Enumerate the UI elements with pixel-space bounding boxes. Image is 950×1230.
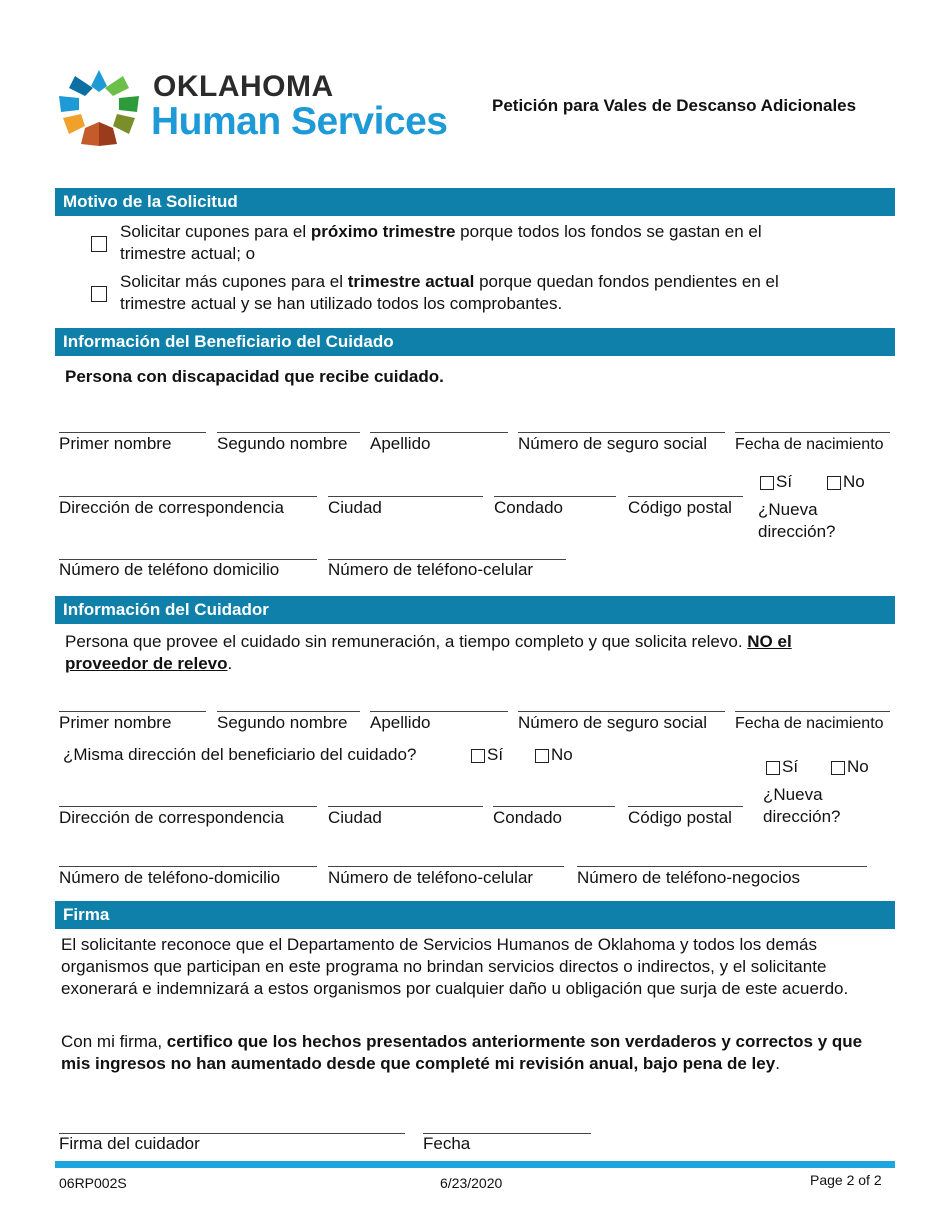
- caregiver-same-address-no-checkbox[interactable]: [535, 749, 549, 763]
- recipient-new-address-yes-checkbox[interactable]: [760, 476, 774, 490]
- caregiver-zip-label: Código postal: [628, 808, 732, 827]
- section-header-signature: Firma: [55, 901, 895, 929]
- revision-date: 6/23/2020: [440, 1175, 503, 1191]
- caregiver-home-phone-field[interactable]: [59, 866, 317, 867]
- caregiver-address-label: Dirección de correspondencia: [59, 808, 284, 827]
- recipient-city-field[interactable]: [328, 496, 483, 497]
- acknowledgement-text: El solicitante reconoce que el Departamento de Servicios Humanos de Oklahoma y todos los demás organismos que participan en este programa no brindan servicios directos o indirectos, y el solicitante exonerará e indemnizará a estos organismos por cualquier daño u obligación que surja de este acuerdo.: [61, 935, 849, 998]
- recipient-home-phone-label: Número de teléfono domicilio: [59, 560, 280, 579]
- caregiver-last-name-label: Apellido: [370, 713, 431, 732]
- caregiver-middle-name-field[interactable]: [217, 711, 360, 712]
- option-next-quarter-text: Solicitar cupones para el próximo trimestre porque todos los fondos se gastan en el trimestre actual; o: [120, 222, 762, 263]
- recipient-city-label: Ciudad: [328, 498, 382, 517]
- logo-wordmark-top: OKLAHOMA: [153, 70, 334, 103]
- caregiver-work-phone-label: Número de teléfono-negocios: [577, 868, 801, 887]
- recipient-first-name-field[interactable]: [59, 432, 206, 433]
- recipient-dob-field[interactable]: [735, 432, 890, 433]
- page-number: Page 2 of 2: [810, 1172, 882, 1188]
- caregiver-dob-field[interactable]: [735, 711, 890, 712]
- caregiver-new-address-no-checkbox[interactable]: [831, 761, 845, 775]
- recipient-zip-label: Código postal: [628, 498, 732, 517]
- recipient-ssn-label: Número de seguro social: [518, 434, 707, 453]
- checkbox-next-quarter[interactable]: [91, 236, 107, 252]
- caregiver-same-address-yes-label: Sí: [487, 745, 504, 764]
- recipient-address-field[interactable]: [59, 496, 317, 497]
- caregiver-same-address-no-label: No: [551, 745, 573, 764]
- recipient-subtitle: Persona con discapacidad que recibe cuidado.: [65, 367, 444, 386]
- caregiver-description: Persona que provee el cuidado sin remuneración, a tiempo completo y que solicita relevo. NO el proveedor de relevo.: [65, 632, 792, 673]
- recipient-county-field[interactable]: [494, 496, 616, 497]
- recipient-middle-name-label: Segundo nombre: [217, 434, 348, 453]
- recipient-ssn-field[interactable]: [518, 432, 725, 433]
- recipient-middle-name-field[interactable]: [217, 432, 360, 433]
- certification-text: Con mi firma, certifico que los hechos presentados anteriormente son verdaderos y correctos y que mis ingresos no han aumentado desde que completé mi revisión anual, bajo pena de ley.: [61, 1032, 863, 1073]
- form-number: 06RP002S: [59, 1175, 127, 1191]
- caregiver-work-phone-field[interactable]: [577, 866, 867, 867]
- recipient-last-name-label: Apellido: [370, 434, 431, 453]
- caregiver-same-address-yes-checkbox[interactable]: [471, 749, 485, 763]
- section-header-caregiver: Información del Cuidador: [55, 596, 895, 624]
- recipient-zip-field[interactable]: [628, 496, 743, 497]
- recipient-new-address-yes-label: Sí: [776, 472, 793, 491]
- option-current-quarter-text: Solicitar más cupones para el trimestre actual porque quedan fondos pendientes en el trimestre actual y se han utilizado todos los comprobantes.: [120, 272, 779, 313]
- caregiver-home-phone-label: Número de teléfono-domicilio: [59, 868, 281, 887]
- signature-label: Firma del cuidador: [59, 1134, 200, 1153]
- caregiver-cell-phone-label: Número de teléfono-celular: [328, 868, 534, 887]
- recipient-new-address-no-checkbox[interactable]: [827, 476, 841, 490]
- section-header-reason: Motivo de la Solicitud: [55, 188, 895, 216]
- recipient-first-name-label: Primer nombre: [59, 434, 172, 453]
- caregiver-city-field[interactable]: [328, 806, 483, 807]
- caregiver-first-name-field[interactable]: [59, 711, 206, 712]
- caregiver-new-address-no-label: No: [847, 757, 869, 776]
- caregiver-dob-label: Fecha de nacimiento: [735, 715, 884, 732]
- caregiver-county-label: Condado: [493, 808, 563, 827]
- form-title: Petición para Vales de Descanso Adicionales: [492, 96, 857, 115]
- recipient-last-name-field[interactable]: [370, 432, 508, 433]
- recipient-dob-label: Fecha de nacimiento: [735, 436, 884, 453]
- logo-wordmark-bottom: Human Services: [151, 100, 448, 143]
- caregiver-new-address-question: ¿Nueva dirección?: [763, 785, 841, 826]
- caregiver-address-field[interactable]: [59, 806, 317, 807]
- recipient-new-address-no-label: No: [843, 472, 865, 491]
- caregiver-zip-field[interactable]: [628, 806, 743, 807]
- recipient-address-label: Dirección de correspondencia: [59, 498, 284, 517]
- section-header-recipient: Información del Beneficiario del Cuidado: [55, 328, 895, 356]
- checkbox-current-quarter[interactable]: [91, 286, 107, 302]
- caregiver-county-field[interactable]: [493, 806, 615, 807]
- caregiver-same-address-question: ¿Misma dirección del beneficiario del cuidado?: [63, 745, 417, 764]
- caregiver-ssn-label: Número de seguro social: [518, 713, 707, 732]
- date-label: Fecha: [423, 1134, 471, 1153]
- caregiver-middle-name-label: Segundo nombre: [217, 713, 348, 732]
- caregiver-new-address-yes-checkbox[interactable]: [766, 761, 780, 775]
- caregiver-cell-phone-field[interactable]: [328, 866, 564, 867]
- recipient-county-label: Condado: [494, 498, 564, 517]
- caregiver-new-address-yes-label: Sí: [782, 757, 799, 776]
- caregiver-city-label: Ciudad: [328, 808, 382, 827]
- recipient-cell-phone-label: Número de teléfono-celular: [328, 560, 534, 579]
- star-logo-icon: [55, 66, 143, 152]
- recipient-new-address-question: ¿Nueva dirección?: [758, 500, 836, 541]
- caregiver-first-name-label: Primer nombre: [59, 713, 172, 732]
- footer-rule: [55, 1161, 895, 1168]
- caregiver-ssn-field[interactable]: [518, 711, 725, 712]
- caregiver-last-name-field[interactable]: [370, 711, 508, 712]
- agency-logo: [55, 62, 465, 154]
